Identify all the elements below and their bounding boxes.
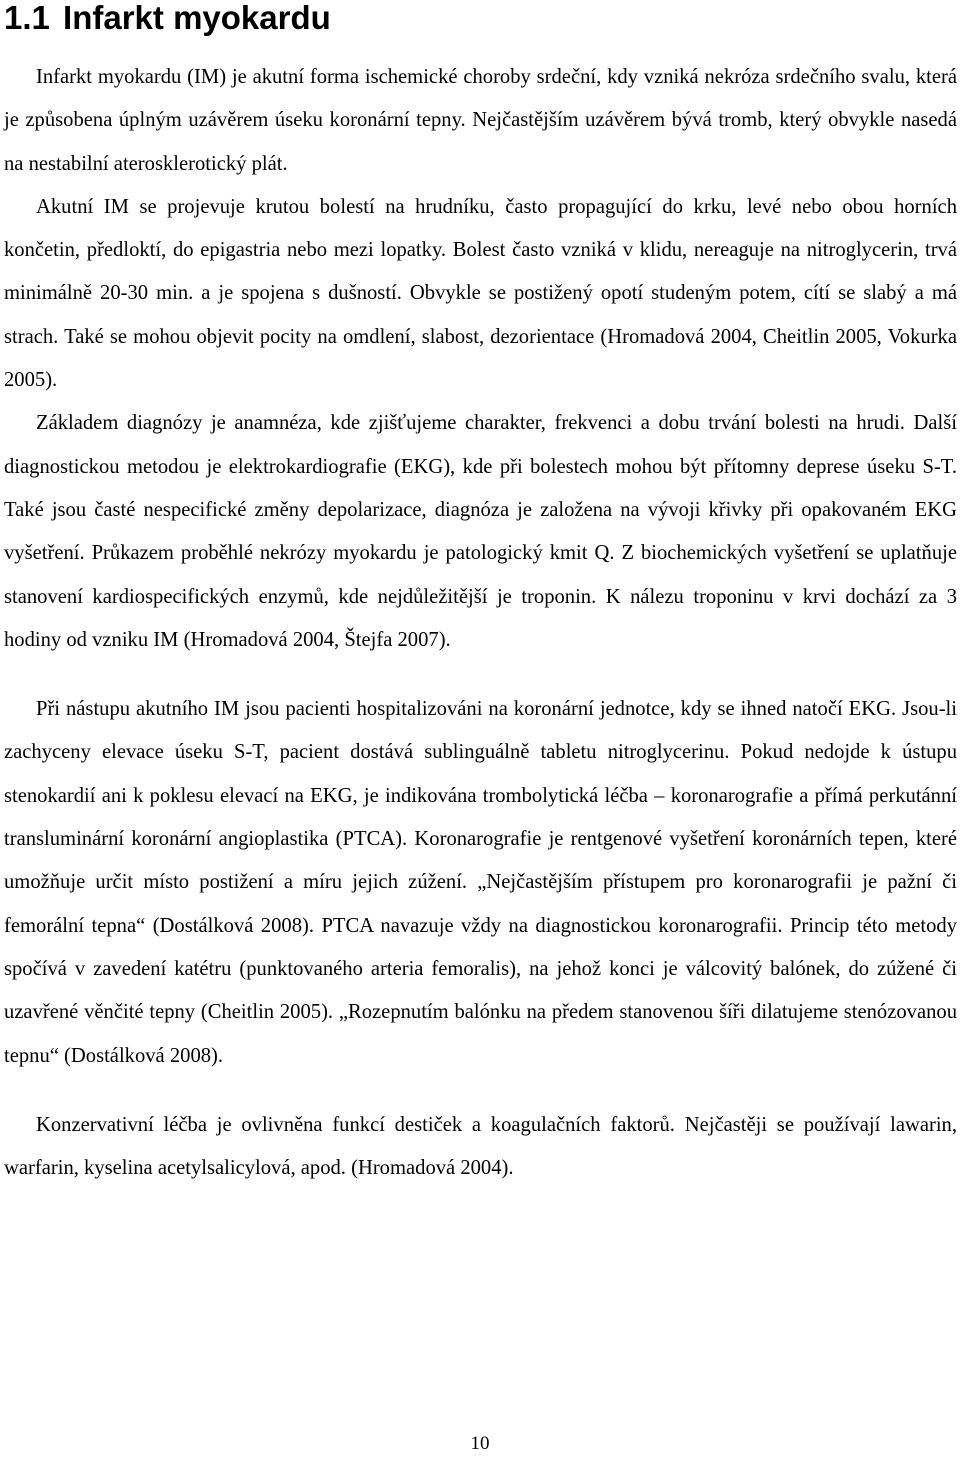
body-text — [4, 56, 957, 1190]
paragraph-definition: Infarkt myokardu (IM) je akutní forma ischemické choroby srdeční, kdy vzniká nekróza srdečního svalu, která je způsobena úplným uzávěrem úseku koronární tepny. Nejčastějším uzávěrem bývá tromb, který obvykle nasedá na nestabilní aterosklerotický plát. — [4, 66, 957, 175]
paragraph-diagnosis: Základem diagnózy je anamnéza, kde zjišťujeme charakter, frekvenci a dobu trvání bolesti na hrudi. Další diagnostickou metodou je elektrokardiografie (EKG), kde při bolestech mohou být přítomny deprese úseku S-T. Také jsou časté nespecifické změny depolarizace, diagnóza je založena na vývoji křivky při opakovaném EKG vyšetření. Průkazem proběhlé nekrózy myokardu je patologický kmit Q. Z biochemických vyšetření se uplatňuje stanovení kardiospecifických enzymů, kde nejdůležitější je troponin. K nálezu troponinu v krvi dochází za 3 hodiny od vzniku IM (Hromadová 2004, Štejfa 2007). — [4, 412, 957, 651]
paragraph-treatment: Při nástupu akutního IM jsou pacienti hospitalizováni na koronární jednotce, kdy se ihned natočí EKG. Jsou-li zachyceny elevace úseku S-T, pacient dostává sublinguálně tabletu nitroglycerinu. Pokud nedojde k ústupu stenokardií ani k poklesu elevací na EKG, je indikována trombolytická léčba – koronarografie a přímá perkutánní transluminární koronární angioplastika (PTCA). Koronarografie je rentgenové vyšetření koronárních tepen, které umožňuje určit místo postižení a míru jejich zúžení. „Nejčastějším přístupem pro koronarografii je pažní či femorální tepna“ (Dostálková 2008). PTCA navazuje vždy na diagnostickou koronarografii. Princip této metody spočívá v zavedení katétru (punktovaného arteria femoralis), na jehož konci je válcovitý balónek, do zúžené či uzavřené věnčité tepny (Cheitlin 2005). „Rozepnutím balónku na předem stanovenou šíři dilatujeme stenózovanou tepnu“ (Dostálková 2008). — [4, 698, 957, 1067]
paragraph-conservative-treatment: Konzervativní léčba je ovlivněna funkcí destiček a koagulačních faktorů. Nejčastěji se používají lawarin, warfarin, kyselina acetylsalicylová, apod. (Hromadová 2004). — [4, 1113, 957, 1180]
section-number: 1.1 — [4, 0, 50, 36]
section-title: Infarkt myokardu — [63, 0, 331, 36]
section-heading — [4, 0, 331, 38]
page-number: 10 — [470, 1433, 490, 1454]
paragraph-symptoms: Akutní IM se projevuje krutou bolestí na hrudníku, často propagující do krku, levé nebo obou horních končetin, předloktí, do epigastria nebo mezi lopatky. Bolest často vzniká v klidu, nereaguje na nitroglycerin, trvá minimálně 20-30 min. a je spojena s dušností. Obvykle se postižený opotí studeným potem, cítí se slabý a má strach. Také se mohou objevit pocity na omdlení, slabost, dezorientace (Hromadová 2004, Cheitlin 2005, Vokurka 2005). — [4, 195, 957, 392]
